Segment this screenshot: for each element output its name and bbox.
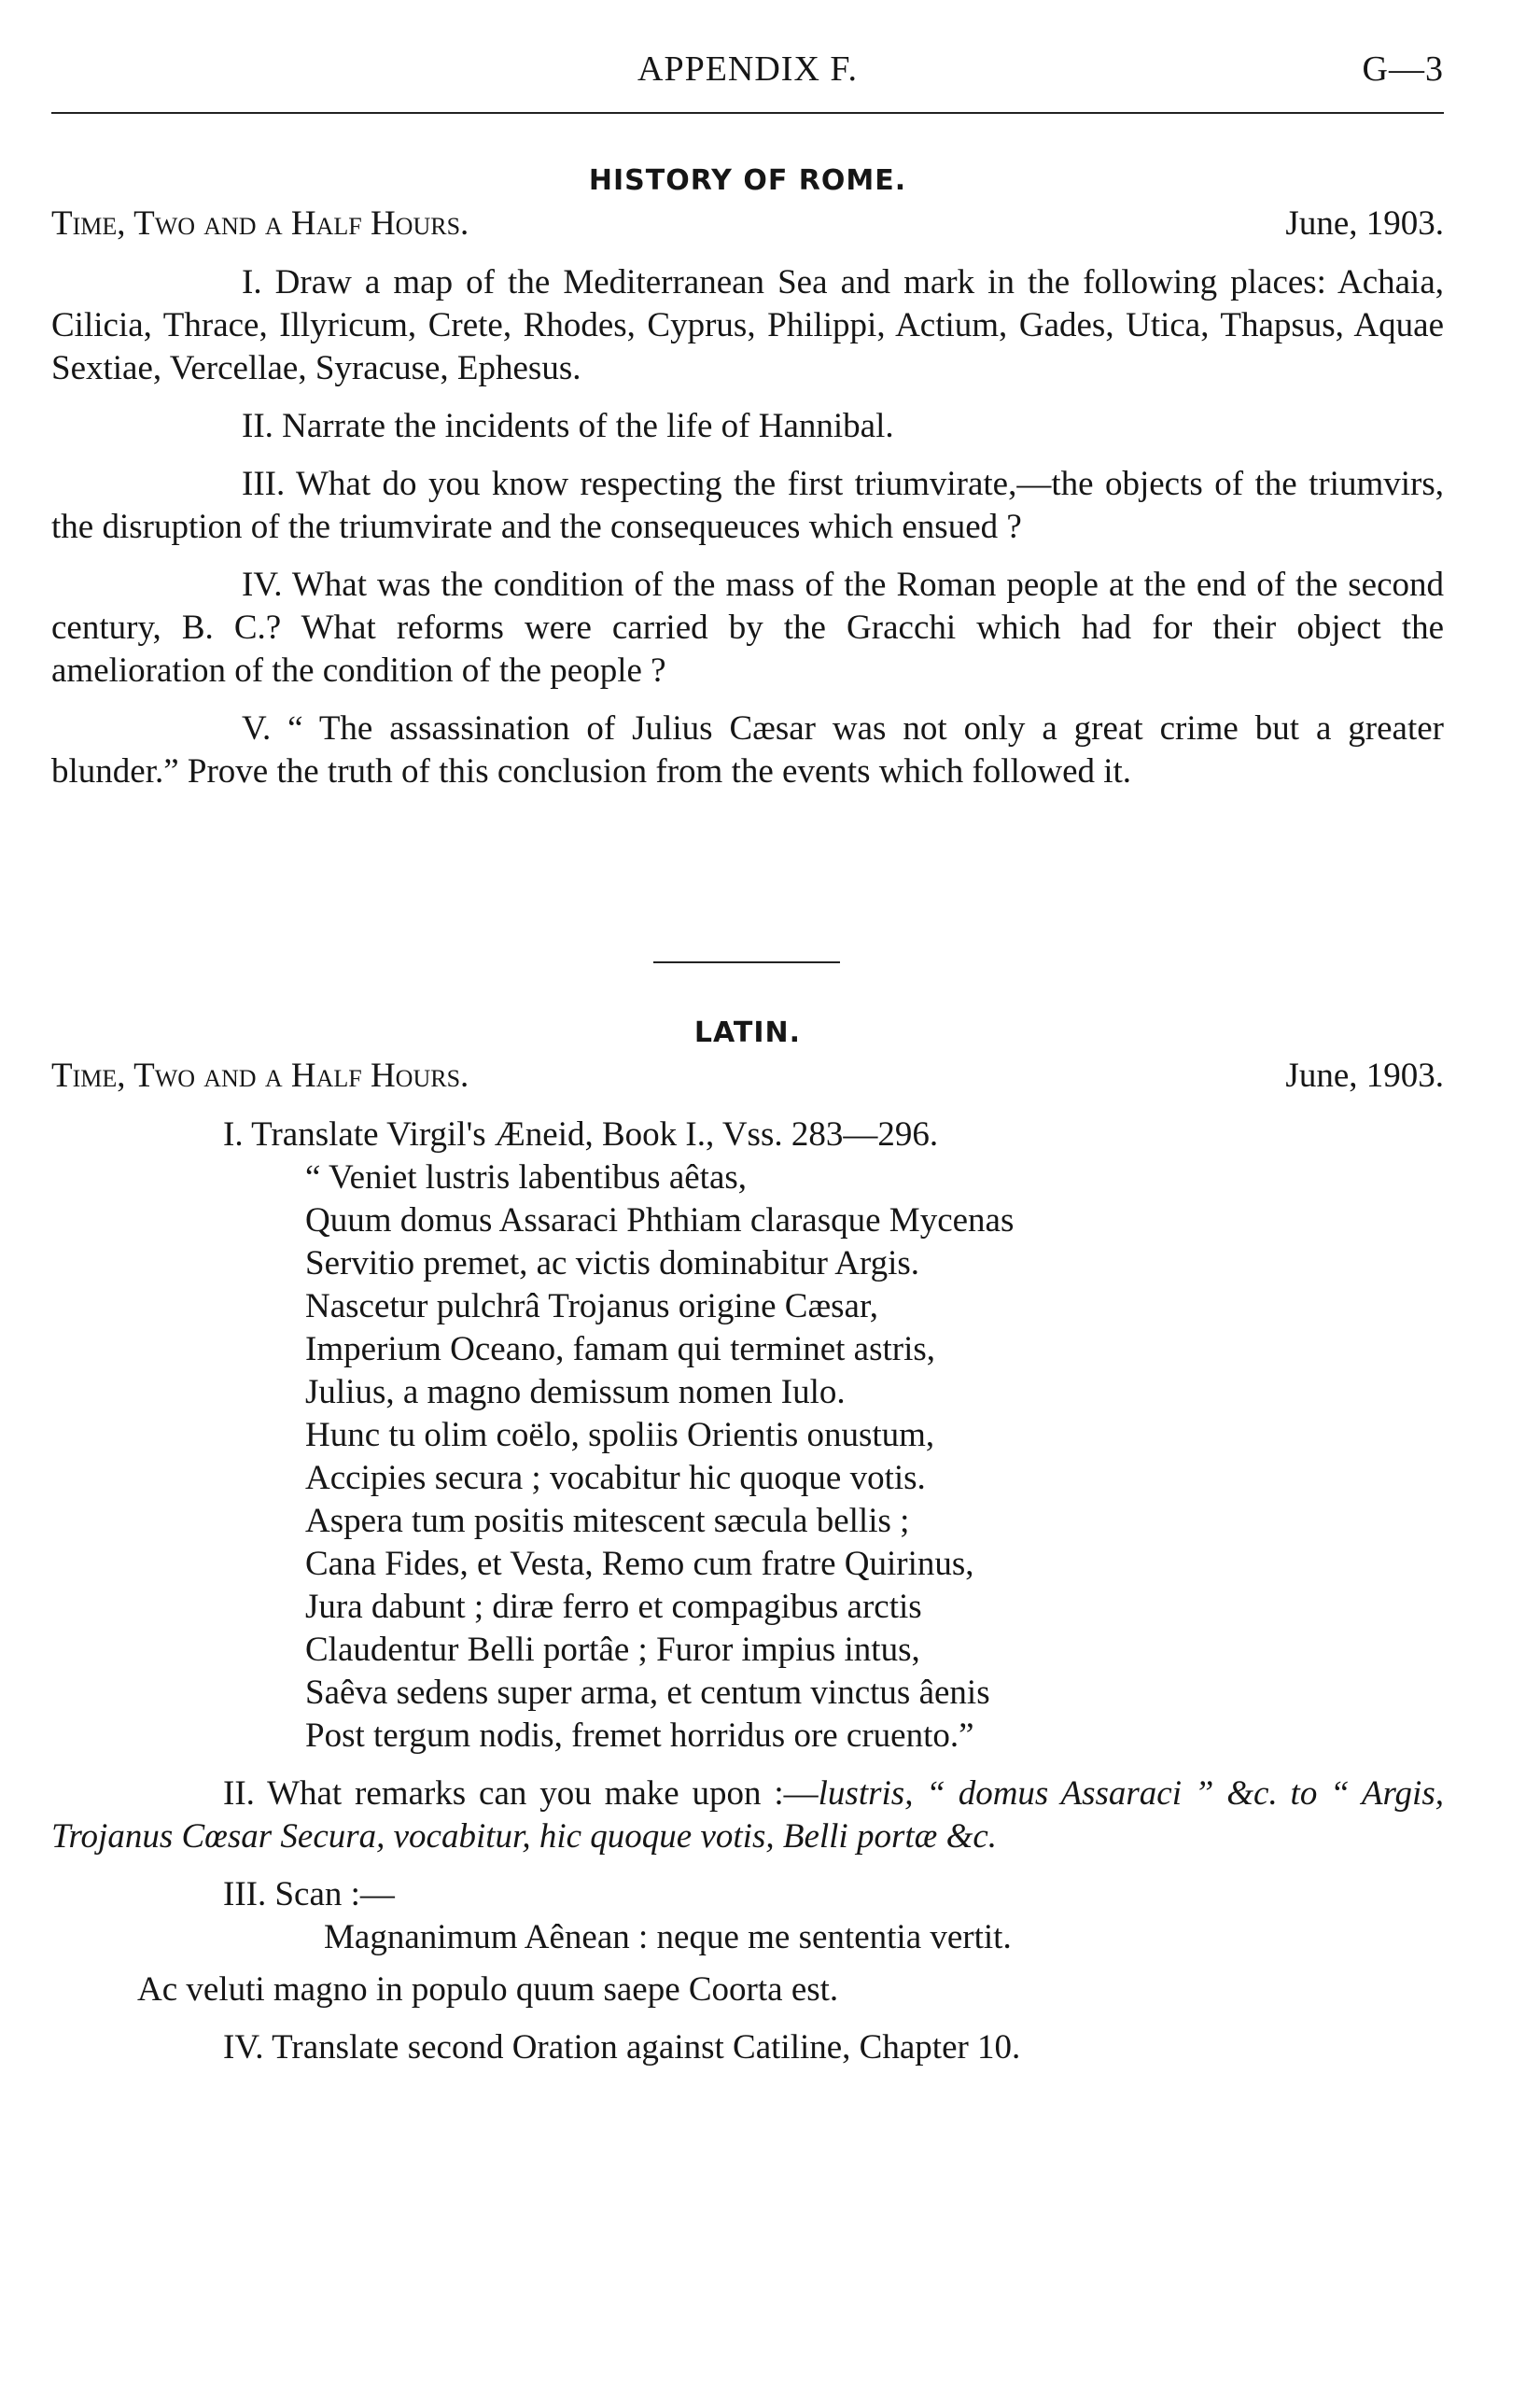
latin-heading: LATIN. <box>693 1016 802 1049</box>
history-question-4: IV. What was the condition of the mass of the Roman people at the end of the second century, B. C.? What reforms were carried by the Gracchi which had for their object the amelioration of the condition of the people ? <box>51 566 1444 690</box>
history-time-allowed: Time, Two and a Half Hours. <box>51 204 469 243</box>
exam-page <box>51 0 1444 2382</box>
history-section <box>51 161 1444 793</box>
history-exam-date: June, 1903. <box>1285 204 1444 243</box>
verse-line: Quum domus Assaraci Phthiam clarasque Mycenas <box>305 1201 1015 1240</box>
verse-line: Servitio premet, ac victis dominabitur Argis. <box>305 1244 920 1282</box>
history-question-1: I. Draw a map of the Mediterranean Sea and mark in the following places: Achaia, Cilicia, Thrace, Illyricum, Crete, Rhodes, Cyprus, Philippi, Actium, Gades, Utica, Thapsus, Aquae Sextiae, Vercellae, Syracuse, Ephesus. <box>51 263 1445 387</box>
aeneid-passage <box>305 1156 1444 1758</box>
verse-line: Nascetur pulchrâ Trojanus origine Cæsar, <box>305 1287 879 1325</box>
latin-question-1: I. Translate Virgil's Æneid, Book I., Vss. 283—296. <box>223 1115 939 1154</box>
header-rule <box>51 112 1444 114</box>
page-folio: G—3 <box>1362 49 1444 89</box>
verse-line: Cana Fides, et Vesta, Remo cum fratre Quirinus, <box>305 1545 974 1583</box>
latin-time-line <box>51 1054 1444 1099</box>
verse-line: Claudentur Belli portâe ; Furor impius intus, <box>305 1631 920 1669</box>
verse-line: Post tergum nodis, fremet horridus ore cruento.” <box>305 1716 974 1755</box>
latin-time-allowed: Time, Two and a Half Hours. <box>51 1057 469 1095</box>
scan-line-1: Magnanimum Aênean : neque me sententia vertit. <box>324 1918 1012 1956</box>
latin-question-4: IV. Translate second Oration against Catiline, Chapter 10. <box>223 2028 1021 2067</box>
verse-line: Julius, a magno demissum nomen Iulo. <box>305 1373 846 1411</box>
verse-line: Hunc tu olim coëlo, spoliis Orientis onustum, <box>305 1416 935 1454</box>
verse-line: Imperium Oceano, famam qui terminet astris, <box>305 1330 936 1368</box>
history-question-2: II. Narrate the incidents of the life of Hannibal. <box>242 407 894 445</box>
verse-line: Saêva sedens super arma, et centum vinctus âenis <box>305 1674 990 1712</box>
history-time-line <box>51 202 1444 246</box>
history-question-5: V. “ The assassination of Julius Cæsar was not only a great crime but a greater blunder.” Prove the truth of this conclusion from the events which followed it. <box>51 709 1444 791</box>
latin-exam-date: June, 1903. <box>1285 1057 1444 1095</box>
verse-line: Jura dabunt ; diræ ferro et compagibus arctis <box>305 1588 922 1626</box>
history-heading: HISTORY OF ROME. <box>588 164 907 197</box>
section-separator <box>653 961 840 963</box>
appendix-title: APPENDIX F. <box>637 49 858 89</box>
verse-line: “ Veniet lustris labentibus aêtas, <box>305 1158 748 1197</box>
history-question-3: III. What do you know respecting the first triumvirate,—the objects of the triumvirs, the disruption of the triumvirate and the consequeuces which ensued ? <box>51 465 1444 546</box>
running-head <box>51 49 1444 95</box>
scan-line-2: Ac veluti magno in populo quum saepe Coorta est. <box>137 1970 839 2009</box>
verse-line: Aspera tum positis mitescent sæcula bellis ; <box>305 1502 910 1540</box>
latin-question-3: III. Scan :— <box>223 1875 395 1913</box>
latin-question-2: II. What remarks can you make upon :—lustris, “ domus Assaraci ” &c. to “ Argis, Trojanus Cœsar Secura, vocabitur, hic quoque votis, Belli portæ &c. <box>51 1774 1444 1856</box>
latin-section <box>51 1013 1444 2069</box>
verse-line: Accipies secura ; vocabitur hic quoque votis. <box>305 1459 926 1497</box>
